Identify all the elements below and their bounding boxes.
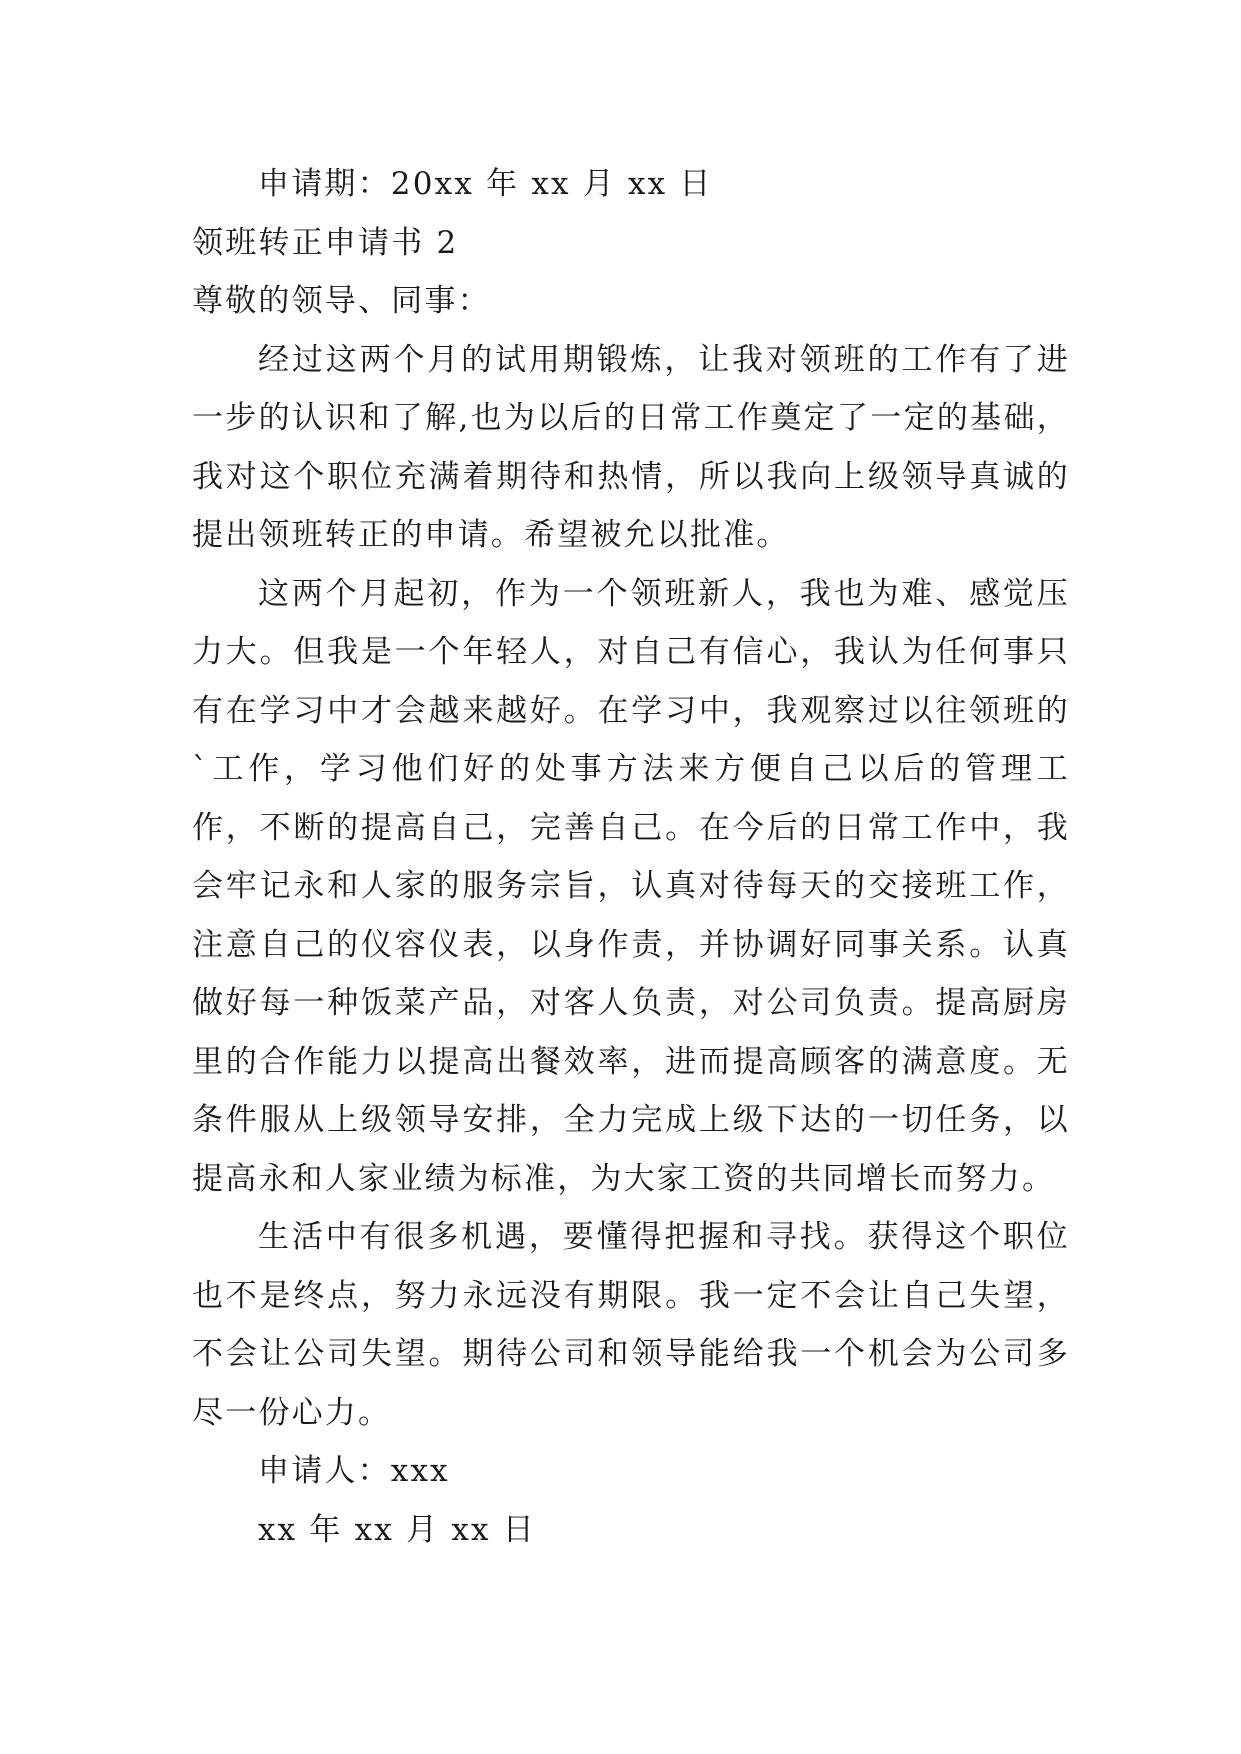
signature-date: xx 年 xx 月 xx 日 xyxy=(258,1511,536,1548)
salutation: 尊敬的领导、同事： xyxy=(192,283,491,319)
body-paragraph-3: 生活中有很多机遇，要懂得把握和寻找。获得这个职位也不是终点，努力永远没有期限。我一定不会让自己失望，不会让公司失望。期待公司和领导能给我一个机会为公司多尽一份心力。 xyxy=(192,1219,1070,1431)
document-body xyxy=(192,155,1070,1559)
body-paragraph-1: 经过这两个月的试用期锻炼，让我对领班的工作有了进一步的认识和了解,也为以后的日常工作奠定了一定的基础，我对这个职位充满着期待和热情，所以我向上级领导真诚的提出领班转正的申请。希望被允以批准。 xyxy=(192,341,1070,553)
applicant-line: 申请人：xxx xyxy=(258,1453,450,1489)
document-title: 领班转正申请书 2 xyxy=(192,224,459,261)
body-paragraph-2: 这两个月起初，作为一个领班新人，我也为难、感觉压力大。但我是一个年轻人，对自己有信心，我认为任何事只有在学习中才会越来越好。在学习中，我观察过以往领班的`工作，学习他们好的处事方法来方便自己以后的管理工作，不断的提高自己，完善自己。在今后的日常工作中，我会牢记永和人家的服务宗旨，认真对待每天的交接班工作，注意自己的仪容仪表，以身作责，并协调好同事关系。认真做好每一种饭菜产品，对客人负责，对公司负责。提高厨房里的合作能力以提高出餐效率，进而提高顾客的满意度。无条件服从上级领导安排，全力完成上级下达的一切任务，以提高永和人家业绩为标准，为大家工资的共同增长而努力。 xyxy=(192,575,1070,1197)
application-date-line: 申请期：20xx 年 xx 月 xx 日 xyxy=(258,166,713,202)
